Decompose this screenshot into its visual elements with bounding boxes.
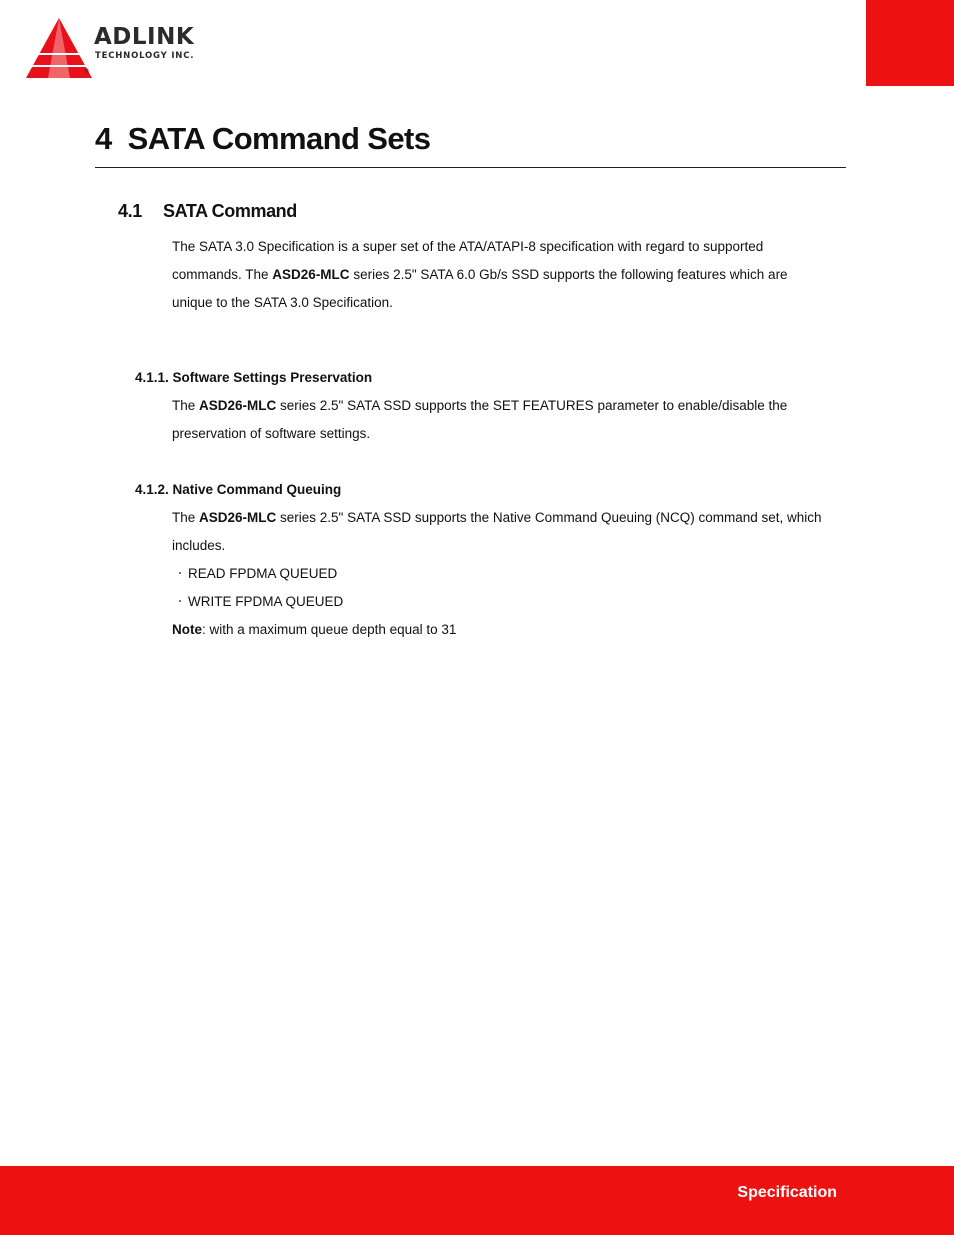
sub1-line-2: preservation of software settings.: [172, 426, 371, 441]
subsection-title-1: 4.1.1. Software Settings Preservation: [135, 370, 373, 385]
logo-subtitle: TECHNOLOGY INC.: [95, 51, 195, 61]
sub1-line-1: The ASD26-MLC series 2.5" SATA SSD supports the SET FEATURES parameter to enable/disable the: [172, 398, 788, 413]
bullet-icon: ‧: [177, 594, 183, 609]
adlink-logo: [26, 16, 236, 82]
section-title-text: SATA Command: [163, 201, 297, 221]
sub2-line-1: The ASD26-MLC series 2.5" SATA SSD supports the Native Command Queuing (NCQ) command set, which: [172, 510, 822, 525]
section-title: [118, 199, 297, 223]
note-label: Note: [172, 622, 202, 637]
chapter-title: 4 SATA Command Sets: [95, 121, 431, 156]
subsection-title-2: 4.1.2. Native Command Queuing: [135, 482, 342, 497]
bullet-icon: ‧: [177, 566, 183, 581]
note-line: Note: with a maximum queue depth equal to 31: [172, 622, 457, 637]
adlink-triangle-icon: [26, 16, 92, 82]
sub2-line-2: includes.: [172, 538, 226, 553]
intro-line-1: The SATA 3.0 Specification is a super set of the ATA/ATAPI-8 specification with regard to supported: [172, 239, 764, 254]
footer-label: Specification: [737, 1184, 837, 1201]
intro-line-2: commands. The ASD26-MLC series 2.5" SATA 6.0 Gb/s SSD supports the following features which are: [172, 267, 788, 282]
list-item: ‧ READ FPDMA QUEUED: [172, 564, 337, 584]
list-item: ‧ WRITE FPDMA QUEUED: [172, 592, 343, 612]
logo-wordmark: ADLINK: [94, 24, 195, 50]
registered-mark: ®: [84, 68, 90, 75]
product-name: ASD26-MLC: [272, 267, 350, 282]
product-name: ASD26-MLC: [199, 398, 277, 413]
intro-line-3: unique to the SATA 3.0 Specification.: [172, 295, 393, 310]
product-name: ASD26-MLC: [199, 510, 277, 525]
footer-bar: [0, 1166, 954, 1235]
chapter-divider: [95, 167, 846, 168]
section-number: 4.1: [118, 201, 142, 221]
corner-tab: [866, 0, 954, 86]
